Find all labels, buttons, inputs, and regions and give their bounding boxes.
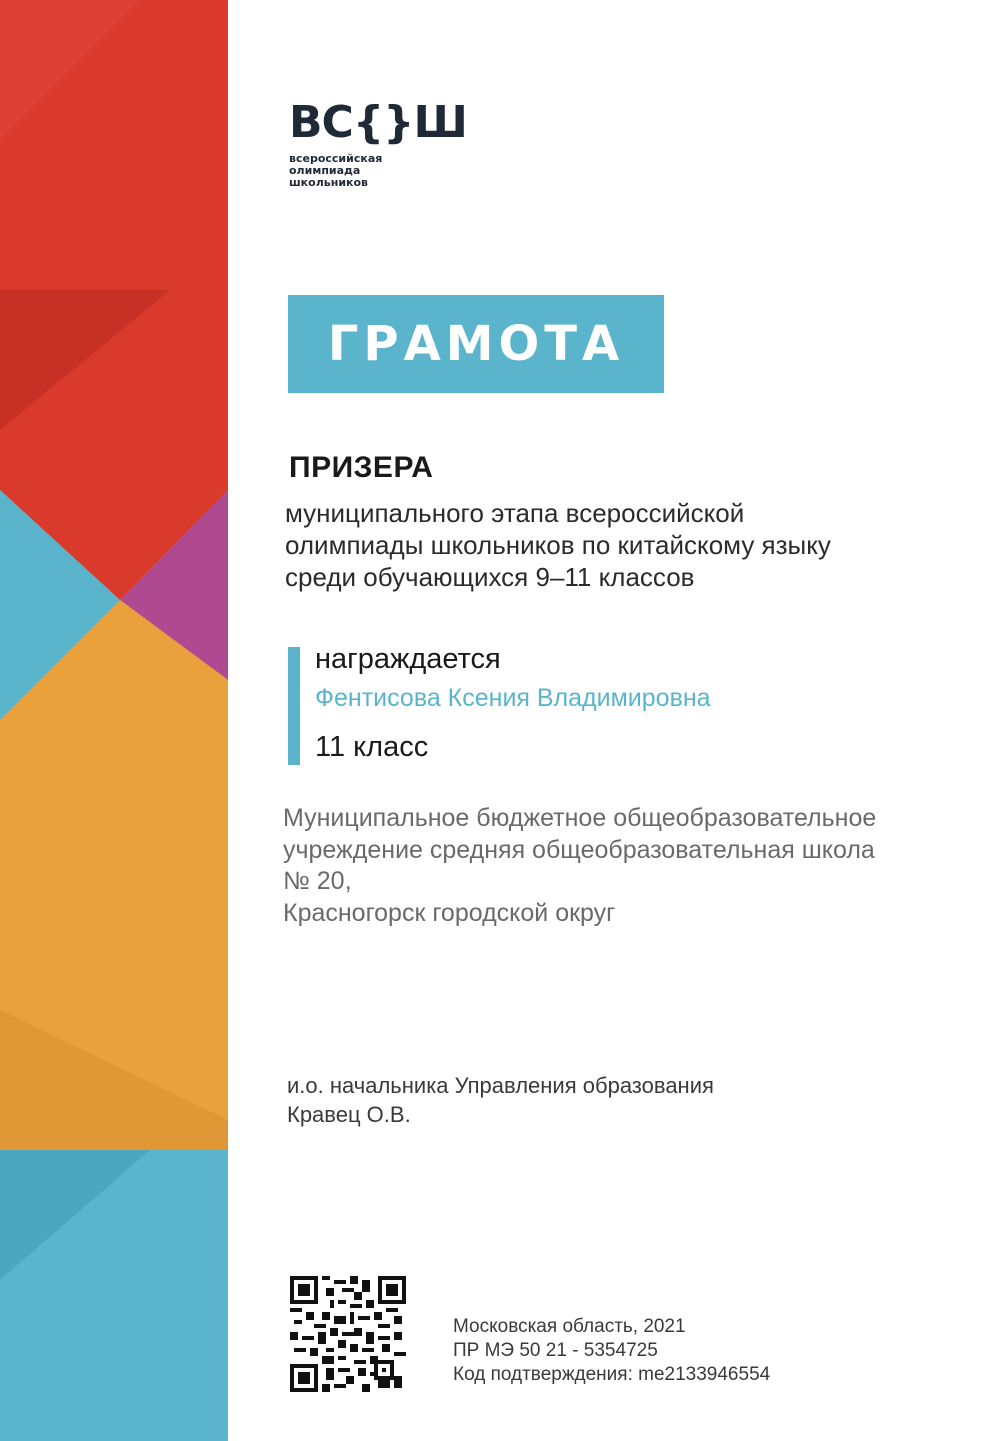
school-line: учреждение средняя общеобразовательная школа <box>283 835 875 864</box>
logo-subtitle-line: школьников <box>289 176 369 189</box>
signer-position: и.о. начальника Управления образования <box>287 1073 714 1098</box>
olympiad-stage-description <box>285 497 925 593</box>
document-footer <box>453 1315 770 1387</box>
logo-mark-right: Ш <box>413 97 467 148</box>
logo-mark-bracket: {} <box>352 97 414 148</box>
certificate-title: ГРАМОТА <box>327 316 625 372</box>
recipient-name: Фентисова Ксения Владимировна <box>315 684 711 712</box>
school-name <box>283 803 983 929</box>
certificate-title-box <box>288 295 664 393</box>
logo-subtitle <box>289 153 467 189</box>
school-line: № 20, <box>283 867 352 895</box>
logo-subtitle-line: всероссийская <box>289 152 383 165</box>
logo-mark <box>289 97 467 148</box>
recipient-grade: 11 класс <box>315 731 429 763</box>
stage-line: среди обучающихся 9–11 классов <box>285 562 695 592</box>
decorative-side-band <box>0 0 228 1441</box>
footer-confirmation-code: Код подтверждения: me2133946554 <box>453 1364 771 1385</box>
stage-line: олимпиады школьников по китайскому языку <box>285 530 831 560</box>
stage-line: муниципального этапа всероссийской <box>285 498 745 528</box>
school-line: Красногорск городской округ <box>283 898 616 927</box>
qr-code-icon[interactable] <box>290 1276 406 1392</box>
logo-mark-left: ВС <box>289 97 353 148</box>
logo-subtitle-line: олимпиада <box>289 164 361 177</box>
award-status: ПРИЗЕРА <box>289 451 434 484</box>
school-line: Муниципальное бюджетное общеобразовательное <box>283 804 877 832</box>
footer-region-year: Московская область, 2021 <box>453 1316 686 1337</box>
signature-block <box>287 1071 714 1129</box>
olympiad-logo <box>289 97 467 189</box>
footer-registration: ПР МЭ 50 21 - 5354725 <box>453 1340 658 1361</box>
award-accent-bar <box>288 647 300 765</box>
signer-name: Кравец О.В. <box>287 1102 411 1127</box>
awarded-label: награждается <box>315 643 501 675</box>
